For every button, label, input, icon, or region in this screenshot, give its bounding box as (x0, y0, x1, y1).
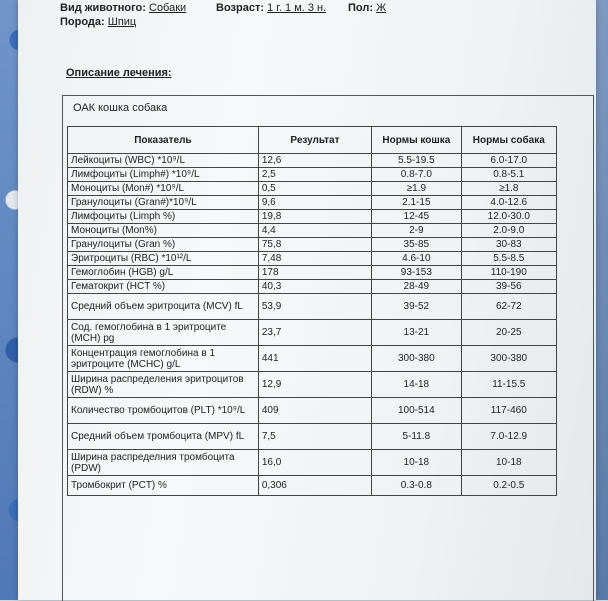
dog-norm-cell: 2.0-9.0 (461, 224, 556, 238)
dog-norm-cell: 0.2-0.5 (461, 476, 556, 496)
indicator-cell: Моноциты (Mon#) *10⁹/L (68, 182, 259, 196)
dog-norm-cell: 10-18 (461, 450, 556, 476)
lab-results-table (67, 126, 557, 496)
cat-norm-cell: ≥1.9 (372, 182, 461, 196)
table-row (68, 346, 557, 372)
dog-norm-cell: 4.0-12.6 (461, 196, 556, 210)
indicator-cell: Количество тромбоцитов (PLT) *10⁹/L (68, 398, 259, 424)
result-cell: 0,306 (258, 476, 371, 496)
breed-label: Порода: (60, 16, 105, 28)
table-row (68, 280, 557, 294)
dog-norm-cell: 12.0-30.0 (461, 210, 556, 224)
cat-norm-cell: 13-21 (372, 320, 461, 346)
background-edge (594, 0, 608, 600)
indicator-cell: Моноциты (Mon%) (68, 224, 259, 238)
breed-value: Шпиц (107, 16, 137, 28)
table-row (68, 238, 557, 252)
indicator-cell: Лимфоциты (Limph#) *10⁹/L (68, 168, 259, 182)
dog-norm-cell: 110-190 (461, 266, 556, 280)
indicator-cell: Эритроциты (RBC) *10¹²/L (68, 252, 259, 266)
col-header-dog-norm: Нормы собака (461, 127, 556, 154)
dog-norm-cell: 117-460 (461, 398, 556, 424)
cat-norm-cell: 12-45 (372, 210, 461, 224)
result-cell: 409 (258, 398, 371, 424)
indicator-cell: Средний объем эритроцита (MCV) fL (68, 294, 259, 320)
cat-norm-cell: 0.8-7.0 (372, 168, 461, 182)
table-row (68, 224, 557, 238)
result-cell: 19,8 (258, 210, 371, 224)
col-header-indicator: Показатель (68, 127, 259, 154)
indicator-cell: Гемоглобин (HGB) g/L (68, 266, 259, 280)
result-cell: 2,5 (258, 168, 371, 182)
cat-norm-cell: 28-49 (372, 280, 461, 294)
dog-norm-cell: 20-25 (461, 320, 556, 346)
result-cell: 75,8 (258, 238, 371, 252)
animal-value: Собаки (149, 2, 187, 14)
dog-norm-cell: 11-15.5 (461, 372, 556, 398)
result-cell: 16,0 (258, 450, 371, 476)
cat-norm-cell: 2.1-15 (372, 196, 461, 210)
cat-norm-cell: 14-18 (372, 372, 461, 398)
table-body (68, 154, 557, 496)
result-cell: 9,6 (258, 196, 371, 210)
indicator-cell: Ширина распределения эритроцитов (RDW) % (68, 372, 259, 398)
table-row (68, 210, 557, 224)
table-row (68, 476, 557, 496)
dog-norm-cell: 62-72 (461, 294, 556, 320)
table-row (68, 372, 557, 398)
result-cell: 40,3 (258, 280, 371, 294)
result-cell: 441 (258, 346, 371, 372)
dog-norm-cell: 39-56 (461, 280, 556, 294)
table-row (68, 252, 557, 266)
age-value: 1 г. 1 м. 3 н. (267, 2, 327, 14)
sex-field (348, 2, 386, 14)
animal-field (60, 2, 186, 14)
table-row (68, 424, 557, 450)
cat-norm-cell: 10-18 (372, 450, 461, 476)
table-row (68, 320, 557, 346)
results-box (62, 95, 594, 601)
result-cell: 23,7 (258, 320, 371, 346)
result-cell: 7,48 (258, 252, 371, 266)
sex-value: Ж (376, 2, 387, 14)
dog-norm-cell: 6.0-17.0 (461, 154, 556, 168)
table-header-row (68, 127, 557, 154)
dog-norm-cell: ≥1.8 (461, 182, 556, 196)
cat-norm-cell: 35-85 (372, 238, 461, 252)
cat-norm-cell: 5.5-19.5 (372, 154, 461, 168)
indicator-cell: Концентрация гемоглобина в 1 эритроците (MCHC) g/L (68, 346, 259, 372)
table-row (68, 450, 557, 476)
result-cell: 7,5 (258, 424, 371, 450)
paper-sheet (18, 0, 596, 600)
indicator-cell: Сод. гемоглобина в 1 эритроците (MCH) pg (68, 320, 259, 346)
sex-label: Пол: (348, 2, 374, 14)
cat-norm-cell: 4.6-10 (372, 252, 461, 266)
cat-norm-cell: 5-11.8 (372, 424, 461, 450)
cat-norm-cell: 100-514 (372, 398, 461, 424)
dog-norm-cell: 30-83 (461, 238, 556, 252)
age-field (216, 2, 326, 14)
cat-norm-cell: 2-9 (372, 224, 461, 238)
indicator-cell: Тромбокрит (PCT) % (68, 476, 259, 496)
indicator-cell: Ширина распределния тромбоцита (PDW) (68, 450, 259, 476)
table-row (68, 266, 557, 280)
indicator-cell: Лейкоциты (WBC) *10⁹/L (68, 154, 259, 168)
table-row (68, 294, 557, 320)
table-row (68, 168, 557, 182)
cat-norm-cell: 0.3-0.8 (372, 476, 461, 496)
table-row (68, 182, 557, 196)
indicator-cell: Гранулоциты (Gran %) (68, 238, 259, 252)
result-cell: 53,9 (258, 294, 371, 320)
indicator-cell: Средний объем тромбоцита (MPV) fL (68, 424, 259, 450)
result-cell: 4,4 (258, 224, 371, 238)
result-cell: 12,6 (258, 154, 371, 168)
dog-norm-cell: 300-380 (461, 346, 556, 372)
section-title: Описание лечения: (66, 67, 172, 79)
table-row (68, 196, 557, 210)
table-row (68, 398, 557, 424)
box-title: ОАК кошка собака (73, 102, 168, 114)
age-label: Возраст: (216, 2, 264, 14)
table-row (68, 154, 557, 168)
indicator-cell: Лимфоциты (Limph %) (68, 210, 259, 224)
dog-norm-cell: 0.8-5.1 (461, 168, 556, 182)
cat-norm-cell: 93-153 (372, 266, 461, 280)
dog-norm-cell: 7.0-12.9 (461, 424, 556, 450)
dog-norm-cell: 5.5-8.5 (461, 252, 556, 266)
indicator-cell: Гранулоциты (Gran#)*10⁹/L (68, 196, 259, 210)
col-header-cat-norm: Нормы кошка (372, 127, 461, 154)
result-cell: 12,9 (258, 372, 371, 398)
cat-norm-cell: 39-52 (372, 294, 461, 320)
breed-field (60, 16, 136, 28)
result-cell: 178 (258, 266, 371, 280)
indicator-cell: Гематокрит (HCT %) (68, 280, 259, 294)
cat-norm-cell: 300-380 (372, 346, 461, 372)
col-header-result: Результат (258, 127, 371, 154)
animal-label: Вид животного: (60, 2, 146, 14)
result-cell: 0,5 (258, 182, 371, 196)
